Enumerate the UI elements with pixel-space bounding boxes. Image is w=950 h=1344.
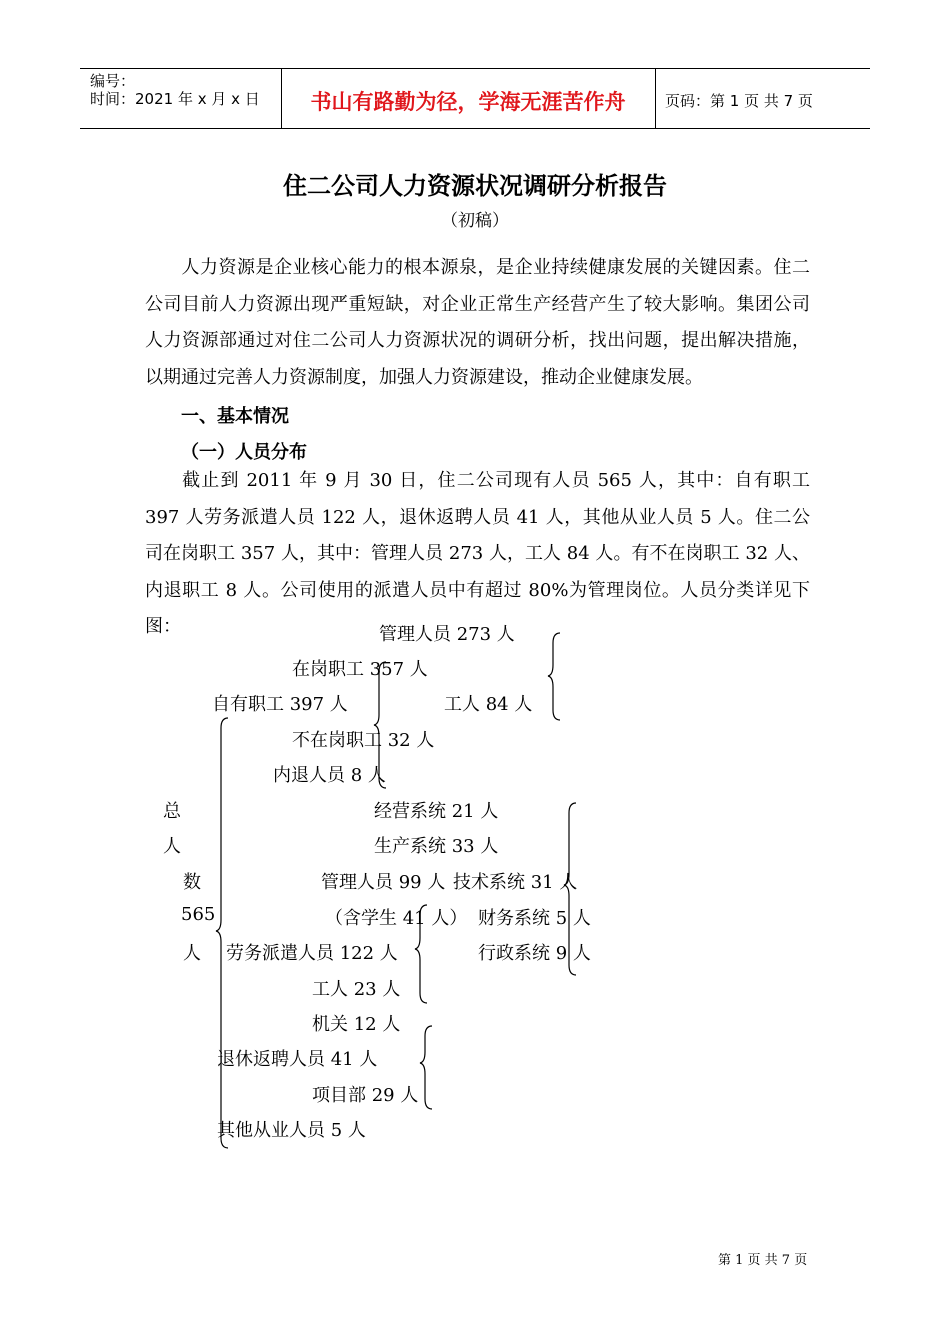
page-footer: 第 1 页 共 7 页: [718, 1253, 808, 1268]
total-label-char: 人: [163, 836, 181, 857]
intro-text: 人力资源是企业核心能力的根本源泉，是企业持续健康发展的关键因素。住二公司目前人力资源出现严重短缺，对企业正常生产经营产生了较大影响。集团公司人力资源部通过对住二公司人力资源状况的调研分析，找出问题，提出解决措施，以期通过完善人力资源制度，加强人力资源建设，推动企业健康发展。: [145, 257, 810, 388]
brace-rehired: [420, 1026, 432, 1109]
own-staff-node: 自有职工 397 人: [212, 694, 348, 715]
document-subtitle: （初稿）: [441, 211, 509, 231]
header-page-info: 页码：第 1 页 共 7 页: [665, 92, 813, 110]
rehired-node: 退休返聘人员 41 人: [217, 1049, 378, 1070]
document-time-label: 时间：2021 年 x 月 x 日: [90, 90, 260, 108]
internal-retired-node: 内退人员 8 人: [273, 765, 386, 786]
document-title: 住二公司人力资源状况调研分析报告: [283, 172, 667, 200]
document-number-label: 编号：: [90, 72, 136, 90]
brace-own-staff: [374, 662, 386, 788]
brace-dispatch-managers: [564, 803, 576, 975]
business-system-node: 经营系统 21 人: [374, 801, 499, 822]
total-count: 565: [181, 904, 216, 925]
subsection-heading: （一）人员分布: [181, 442, 307, 463]
off-duty-node: 不在岗职工 32 人: [292, 730, 435, 751]
dispatch-workers-node: 工人 23 人: [312, 979, 401, 1000]
body-text: 截止到 2011 年 9 月 30 日，住二公司现有人员 565 人，其中：自有职工 397 人劳务派遣人员 122 人，退休返聘人员 41 人，其他从业人员 5 人。住二公司在岗职工 357 人，其中：管理人员 273 人，工人 84 人。有不在岗职工 32 人、内退职工 8 人。公司使用的派遣人员中有超过 80%为管理岗位。人员分类详见下图：: [145, 470, 810, 637]
production-system-node: 生产系统 33 人: [374, 836, 499, 857]
dispatch-node: 劳务派遣人员 122 人: [226, 943, 398, 964]
rehired-office-node: 机关 12 人: [312, 1014, 401, 1035]
on-duty-node: 在岗职工 357 人: [292, 659, 428, 680]
workers-node: 工人 84 人: [444, 694, 533, 715]
section-heading: 一、基本情况: [181, 406, 289, 427]
dispatch-managers-node: 管理人员 99 人: [321, 872, 446, 893]
managers-node: 管理人员 273 人: [379, 624, 515, 645]
brace-on-duty: [548, 633, 560, 720]
finance-system-node: 财务系统 5 人: [478, 908, 591, 929]
technical-system-node: 技术系统 31 人: [453, 872, 578, 893]
admin-system-node: 行政系统 9 人: [478, 943, 591, 964]
brace-dispatch: [415, 905, 427, 1003]
others-node: 其他从业人员 5 人: [217, 1120, 366, 1141]
total-label-char: 总: [163, 801, 181, 822]
total-label-char: 数: [183, 872, 201, 893]
rehired-project-node: 项目部 29 人: [312, 1085, 419, 1106]
header-motto: 书山有路勤为径，学海无涯苦作舟: [310, 90, 626, 114]
brace-total: [216, 718, 228, 1148]
dispatch-students-note: （含学生 41 人）: [325, 908, 468, 929]
total-label-char: 人: [183, 943, 201, 964]
